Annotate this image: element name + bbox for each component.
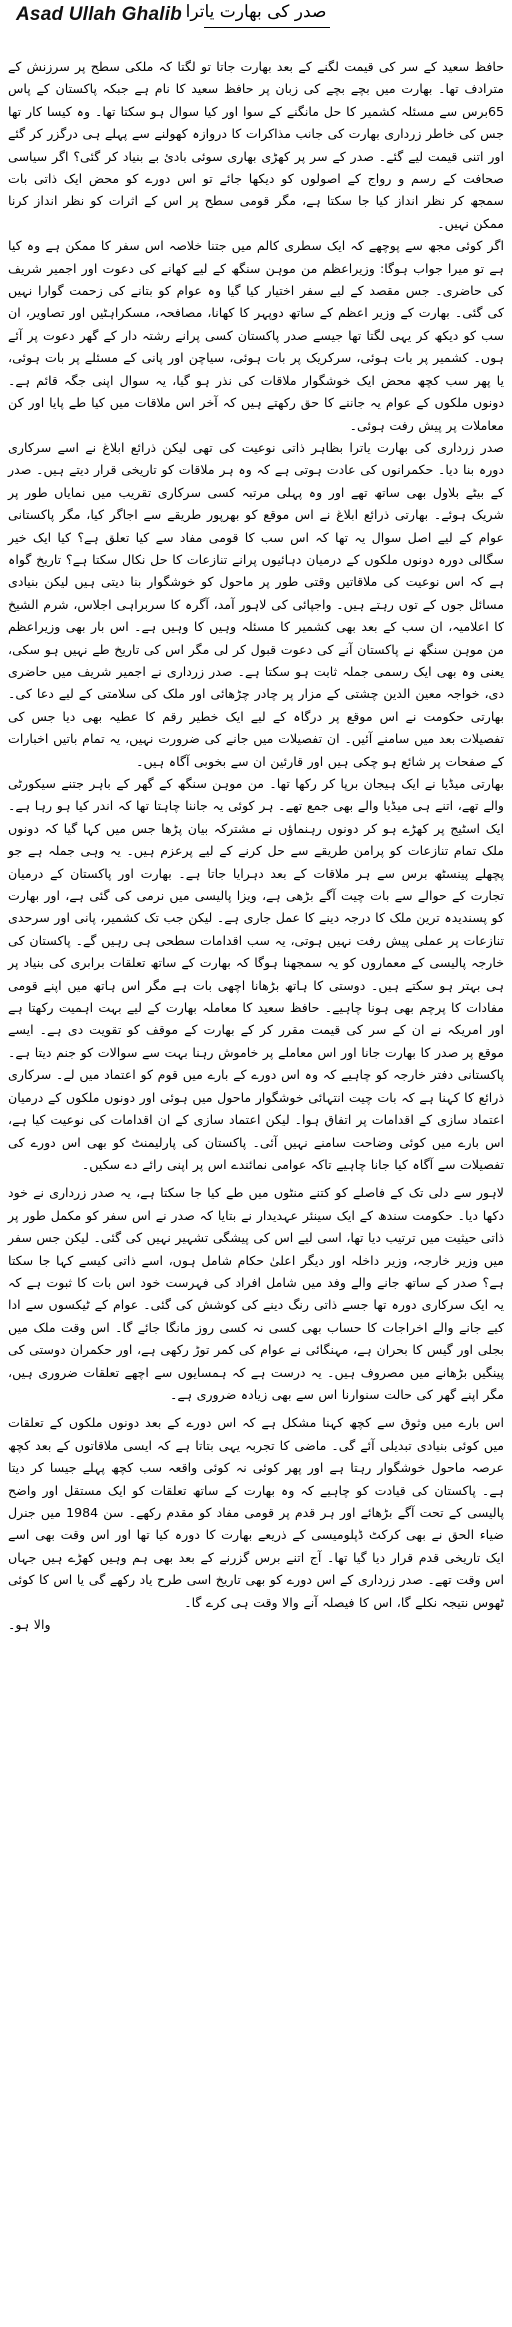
article-paragraph: حافظ سعید کے سر کی قیمت لگنے کے بعد بھارت جاتا تو لگتا کہ ملکی سطح پر سرزنش کے مترادف تھا۔ بھارت میں بچے بچے کی زبان پر حافظ سعید کا نام ہے جبکہ پاکستان کے پاس 65برس سے مسئلہ کشمیر کا حل مانگنے کے سوا اور کیا سوال ہو سکتا تھا۔ وہ کیسا کار تھا جس کی خاطر زرداری بھارت کی جانب مذاکرات کا دروازہ کھولنے سے پہلے ہی درگزر کر گئے اور اتنی قیمت لیے گئے۔ صدر کے سر پر کھڑی بھاری سوئی بادیٔ بے بنیاد کر گئی؟ اگر سیاسی صحافت کے رسم و رواج کے اصولوں کو دیکھا جائے تو اس دورے کو محض ایک ذاتی بات سمجھ کر نظر انداز کیا جا سکتا ہے، مگر قومی سطح پر اس کے اثرات کو نظر انداز کرنا ممکن نہیں۔ — [8, 59, 504, 231]
article-header — [8, 0, 504, 56]
article-paragraph: لاہور سے دلی تک کے فاصلے کو کتنے منٹوں میں طے کیا جا سکتا ہے، یہ صدر زرداری نے خود دکھا دیا۔ حکومت سندھ کے ایک سینئر عہدیدار نے بتایا کہ صدر نے اس سفر کو مکمل طور پر ذاتی حیثیت میں ترتیب دیا تھا، اسی لیے اس کی پیشگی تشہیر نہیں کی گئی۔ لیکن جس سفر میں وزیر خارجہ، وزیر داخلہ اور دیگر اعلیٰ حکام شامل ہوں، اسے ذاتی کیسے کہا جا سکتا ہے؟ صدر کے ساتھ جانے والے وفد میں شامل افراد کی فہرست خود اس بات کا ثبوت ہے کہ یہ ایک سرکاری دورہ تھا جسے ذاتی رنگ دینے کی کوشش کی گئی۔ عوام کے ٹیکسوں سے ادا کیے جانے والے اخراجات کا حساب بھی کسی نہ کسی روز مانگا جائے گا۔ اس وقت ملک میں بجلی اور گیس کا بحران ہے، مہنگائی نے عوام کی کمر توڑ رکھی ہے، اور حکمران دوستی کی پینگیں بڑھانے میں مصروف ہیں۔ یہ درست ہے کہ ہمسایوں سے اچھے تعلقات ضروری ہیں، مگر اپنے گھر کی حالت سنوارنا اس سے بھی زیادہ ضروری ہے۔ — [8, 1185, 504, 1402]
article-paragraph: اگر کوئی مجھ سے پوچھے کہ ایک سطری کالم میں جتنا خلاصہ اس سفر کا ممکن ہے وہ کیا ہے تو میرا جواب ہوگا: وزیراعظم من موہن سنگھ کے لیے کھانے کی دعوت اور اجمیر شریف کی حاضری۔ جس مقصد کے لیے سفر اختیار کیا گیا وہ عوام کو بتانے کی زحمت گوارا نہیں کی گئی۔ بھارت کے وزیر اعظم کے ساتھ دوپہر کا کھانا، مصافحہ، مسکراہٹیں اور تصاویر، ان سب کو دیکھ کر یہی لگتا تھا جیسے صدر پاکستان کسی پرانے رشتہ دار کے گھر دعوت پر آئے ہوں۔ کشمیر پر بات ہوئی، سرکریک پر بات ہوئی، سیاچن اور پانی کے مسئلے پر بات ہوئی، یا پھر سب کچھ محض ایک خوشگوار ملاقات کی نذر ہو گیا، یہ سوال اپنی جگہ قائم ہے۔ دونوں ملکوں کے عوام یہ جاننے کا حق رکھتے ہیں کہ آخر اس ملاقات میں کیا طے پایا اور کن معاملات پر پیش رفت ہوئی۔ — [8, 238, 504, 433]
article-title: صدر کی بھارت یاترا — [185, 2, 327, 22]
article-paragraph: اس بارے میں وثوق سے کچھ کہنا مشکل ہے کہ اس دورے کے بعد دونوں ملکوں کے تعلقات میں کوئی بنیادی تبدیلی آئے گی۔ ماضی کا تجربہ یہی بتاتا ہے کہ ایسی ملاقاتوں کے بعد کچھ عرصہ ماحول خوشگوار رہتا ہے اور پھر کوئی نہ کوئی واقعہ سب کچھ پہلے جیسا کر دیتا ہے۔ پاکستان کی قیادت کو چاہیے کہ وہ بھارت کے ساتھ تعلقات کو ایک مستقل اور واضح پالیسی کے تحت آگے بڑھائے اور ہر قدم پر قومی مفاد کو مقدم رکھے۔ سن 1984 میں جنرل ضیاء الحق نے بھی کرکٹ ڈپلومیسی کے ذریعے بھارت کا دورہ کیا تھا اور اس وقت بھی اسے ایک تاریخی قدم قرار دیا گیا تھا۔ آج اتنے برس گزرنے کے بعد بھی ہم وہیں کھڑے ہیں جہاں اس وقت تھے۔ صدر زرداری کے اس دورے کو بھی تاریخ اسی طرح یاد رکھے گی یا اس کا کوئی ٹھوس نتیجہ نکلے گا، اس کا فیصلہ آنے والا وقت ہی کرے گا۔ — [8, 1415, 504, 1610]
author-name: Asad Ullah Ghalib — [16, 4, 182, 25]
article-body — [8, 56, 504, 1636]
article-paragraph: صدر زرداری کی بھارت یاترا بظاہر ذاتی نوعیت کی تھی لیکن ذرائع ابلاغ نے اسے سرکاری دورہ بنا دیا۔ حکمرانوں کی عادت ہوتی ہے کہ وہ ہر ملاقات کو تاریخی قرار دیتے ہیں۔ صدر کے بیٹے بلاول بھی ساتھ تھے اور وہ پہلی مرتبہ کسی سرکاری تقریب میں نمایاں طور پر شریک ہوئے۔ بھارتی ذرائع ابلاغ نے اس موقع کو بھرپور طریقے سے اجاگر کیا، مگر پاکستانی عوام کے لیے اصل سوال یہ تھا کہ اس سب کا قومی مفاد سے کیا تعلق ہے؟ کیا ایک خیر سگالی دورہ دونوں ملکوں کے درمیان دہائیوں پرانے تنازعات کا حل نکال سکتا ہے؟ تاریخ گواہ ہے کہ اس نوعیت کی ملاقاتیں وقتی طور پر ماحول کو خوشگوار بنا دیتی ہیں لیکن بنیادی مسائل جوں کے توں رہتے ہیں۔ واجپائی کی لاہور آمد، آگرہ کا سربراہی اجلاس، شرم الشیخ کا اعلامیہ، ان سب کے بعد بھی کشمیر کا مسئلہ وہیں کا وہیں ہے۔ اس بار بھی وزیراعظم من موہن سنگھ نے پاکستان آنے کی دعوت قبول کر لی مگر اس کی تاریخ طے نہیں ہو سکی، یعنی وہ بھی ایک رسمی جملہ ثابت ہو سکتا ہے۔ صدر زرداری نے اجمیر شریف میں حاضری دی، خواجہ معین الدین چشتی کے مزار پر چادر چڑھائی اور ملک کی سلامتی کے لیے دعا کی۔ بھارتی حکومت نے اس موقع پر درگاہ کے لیے ایک خطیر رقم کا عطیہ بھی دیا جس کی تفصیلات بعد میں سامنے آئیں۔ ان تفصیلات میں جانے کی ضرورت نہیں، یہ تمام باتیں اخبارات کے صفحات پر شائع ہو چکی ہیں اور قارئین ان سے بخوبی آگاہ ہیں۔ — [8, 439, 504, 769]
title-underline — [204, 27, 330, 28]
article-paragraph: بھارتی میڈیا نے ایک ہیجان برپا کر رکھا تھا۔ من موہن سنگھ کے گھر کے باہر جتنے سیکورٹی والے تھے، اتنے ہی میڈیا والے بھی جمع تھے۔ ہر کوئی یہ جاننا چاہتا تھا کہ اندر کیا ہو رہا ہے۔ ایک اسٹیج پر کھڑے ہو کر دونوں رہنماؤں نے مشترکہ بیان پڑھا جس میں کہا گیا کہ دونوں ملک تمام تنازعات کو پرامن طریقے سے حل کرنے کے لیے پرعزم ہیں۔ یہ وہی جملہ ہے جو پچھلے پینسٹھ برس سے ہر ملاقات کے بعد دہرایا جاتا ہے۔ بھارت اور پاکستان کے درمیان تجارت کے حوالے سے بات چیت آگے بڑھی ہے، ویزا پالیسی میں نرمی کی گئی ہے، اور بھارت کو پسندیدہ ترین ملک کا درجہ دینے کا عمل جاری ہے۔ لیکن جب تک کشمیر، پانی اور سرحدی تنازعات پر عملی پیش رفت نہیں ہوتی، یہ سب اقدامات سطحی ہی رہیں گے۔ پاکستان کی خارجہ پالیسی کے معماروں کو یہ سمجھنا ہوگا کہ بھارت کے ساتھ تعلقات برابری کی بنیاد پر ہی بہتر ہو سکتے ہیں۔ دوستی کا ہاتھ بڑھانا اچھی بات ہے مگر اس ہاتھ میں اپنے قومی مفادات کا پرچم بھی ہونا چاہیے۔ حافظ سعید کا معاملہ بھارت کے لیے بہت اہمیت رکھتا ہے اور امریکہ نے ان کے سر کی قیمت مقرر کر کے بھارت کے موقف کو تقویت دی ہے۔ ایسے موقع پر صدر کا بھارت جانا اور اس معاملے پر خاموش رہنا بہت سے سوالات کو جنم دیتا ہے۔ پاکستانی دفتر خارجہ کو چاہیے کہ وہ اس دورے کے بارے میں قوم کو اعتماد میں لے۔ سرکاری ذرائع کا کہنا ہے کہ بات چیت انتہائی خوشگوار ماحول میں ہوئی اور دونوں ملکوں کے درمیان اعتماد سازی کے اقدامات پر اتفاق ہوا۔ لیکن اعتماد سازی کے ان اقدامات کی نوعیت کیا ہے، اس بارے میں کوئی وضاحت سامنے نہیں آئی۔ پاکستان کی پارلیمنٹ کو بھی اس دورے کی تفصیلات سے آگاہ کیا جانا چاہیے تاکہ عوامی نمائندے اس پر اپنی رائے دے سکیں۔ — [8, 776, 504, 1172]
article-closing-text: والا ہو۔ — [8, 1617, 51, 1633]
